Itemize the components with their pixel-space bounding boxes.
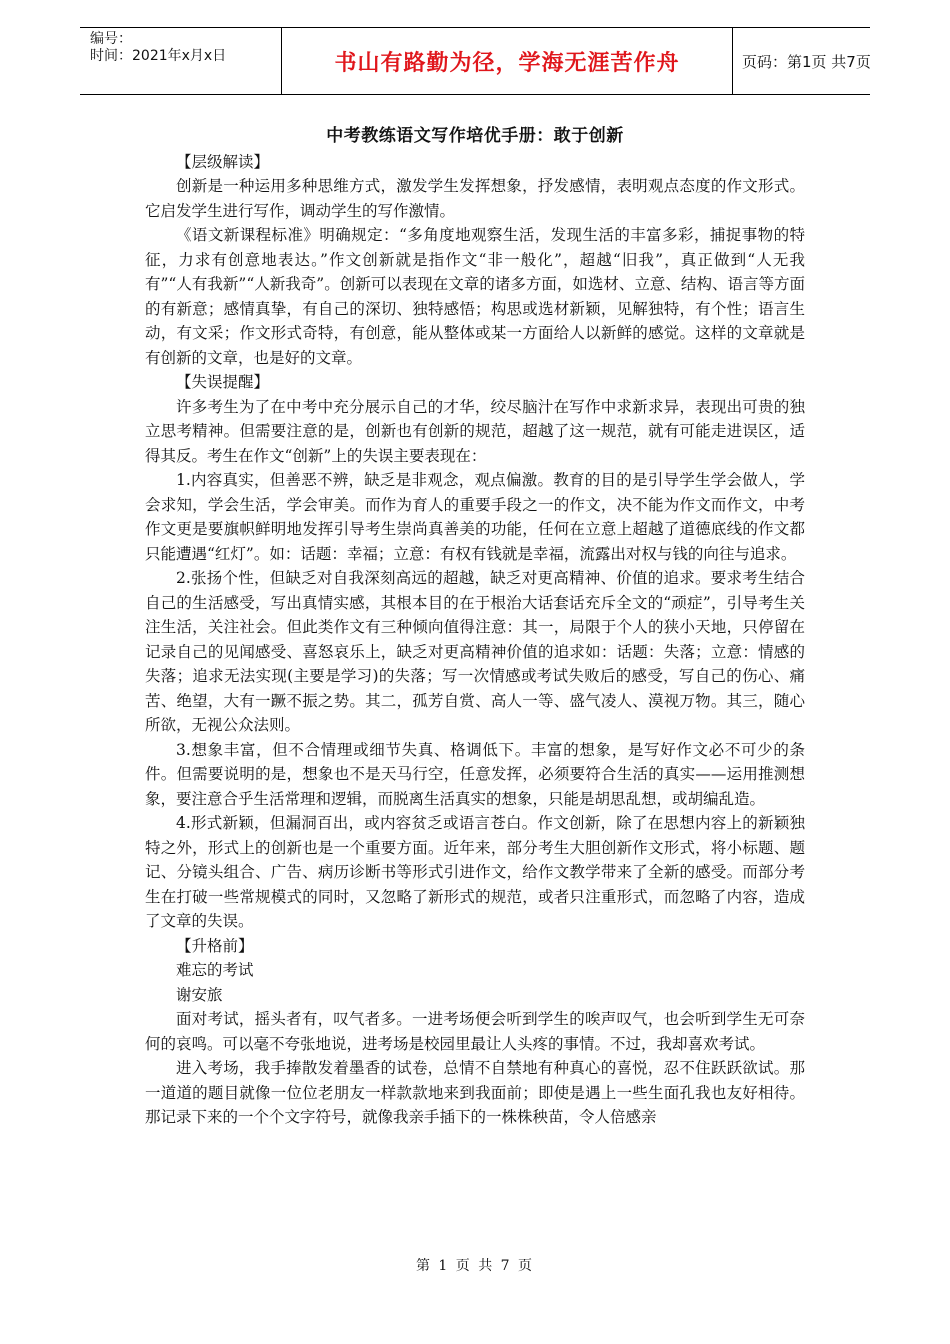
- header-motto: 书山有路勤为径，学海无涯苦作舟: [281, 28, 733, 94]
- paragraph: 1.内容真实，但善恶不辨，缺乏是非观念，观点偏激。教育的目的是引导学生学会做人，学会求知，学会生活，学会审美。而作为育人的重要手段之一的作文，决不能为作文而作文，中考作文更是要旗帜鲜明地发挥引导考生崇尚真善美的功能，任何在立意上超越了道德底线的作文都只能遭遇“红灯”。如：话题：幸福；立意：有权有钱就是幸福，流露出对权与钱的向往与追求。: [145, 471, 805, 563]
- essay-author: 谢安旅: [176, 985, 223, 1004]
- document-title: 中考教练语文写作培优手册：敢于创新: [326, 126, 624, 146]
- paragraph: 2.张扬个性，但缺乏对自我深刻高远的超越，缺乏对更高精神、价值的追求。要求考生结合自己的生活感受，写出真情实感，其根本目的在于根治大话套话充斥全文的“顽症”，引导考生关注生活，关注社会。但此类作文有三种倾向值得注意：其一，局限于个人的狭小天地，只停留在记录自己的见闻感受、喜怒哀乐上，缺乏对更高精神价值的追求如：话题：失落；立意：情感的失落；追求无法实现(主要是学习)的失落；写一次情感或考试失败后的感受，写自己的伤心、痛苦、绝望，大有一蹶不振之势。其二，孤芳自赏、高人一等、盛气凌人、漠视万物。其三，随心所欲，无视公众法则。: [145, 569, 805, 734]
- paragraph: 3.想象丰富，但不合情理或细节失真、格调低下。丰富的想象，是写好作文必不可少的条件。但需要说明的是，想象也不是天马行空，任意发挥，必须要符合生活的真实——运用推测想象，要注意合乎生活常理和逻辑，而脱离生活真实的想象，只能是胡思乱想，或胡编乱造。: [145, 740, 805, 808]
- section-heading-before-upgrade: 【升格前】: [176, 936, 254, 955]
- paragraph: 4.形式新颖，但漏洞百出，或内容贫乏或语言苍白。作文创新，除了在思想内容上的新颖独特之外，形式上的创新也是一个重要方面。近年来，部分考生大胆创新作文形式，将小标题、题记、分镜头组合、广告、病历诊断书等形式引进作文，给作文教学带来了全新的感受。而部分考生在打破一些常规模式的同时，又忽略了新形式的规范，或者只注重形式，而忽略了内容，造成了文章的失误。: [145, 814, 805, 930]
- essay-title: 难忘的考试: [176, 961, 254, 979]
- time-label: 时间：2021年x月x日: [90, 48, 227, 64]
- document-body: [145, 124, 805, 1130]
- paragraph: 进入考场，我手捧散发着墨香的试卷，总情不自禁地有种真心的喜悦，忍不住跃跃欲试。那一道道的题目就像一位位老朋友一样款款地来到我面前；即使是遇上一些生面孔我也友好相待。那记录下来的一个个文字符号，就像我亲手插下的一株株秧苗，令人倍感亲: [145, 1059, 805, 1126]
- paragraph: 创新是一种运用多种思维方式，激发学生发挥想象，抒发感情，表明观点态度的作文形式。它启发学生进行写作，调动学生的写作激情。: [145, 177, 805, 220]
- section-heading-level-reading: 【层级解读】: [176, 152, 270, 171]
- paragraph: 《语文新课程标准》明确规定：“多角度地观察生活，发现生活的丰富多彩，捕捉事物的特征，力求有创意地表达。”作文创新就是指作文“非一般化”，超越“旧我”，真正做到“人无我有”“人有我新”“人新我奇”。创新可以表现在文章的诸多方面，如选材、立意、结构、语言等方面的有新意；感情真挚，有自己的深切、独特感悟；构思或选材新颖，见解独特，有个性；语言生动，有文采；作文形式奇特，有创意，能从整体或某一方面给人以新鲜的感觉。这样的文章就是有创新的文章，也是好的文章。: [145, 226, 805, 367]
- header-meta: [80, 28, 280, 94]
- paragraph: 面对考试，摇头者有，叹气者多。一进考场便会听到学生的唉声叹气，也会听到学生无可奈何的哀鸣。可以毫不夸张地说，进考场是校园里最让人头疼的事情。不过，我却喜欢考试。: [145, 1010, 805, 1053]
- page-header: [80, 27, 870, 95]
- header-page-info: 页码：第1页 共7页: [742, 52, 871, 71]
- number-label: 编号：: [90, 31, 132, 47]
- page-footer: 第 1 页 共 7 页: [415, 1258, 535, 1274]
- section-heading-mistake-reminder: 【失误提醒】: [176, 373, 270, 391]
- paragraph: 许多考生为了在中考中充分展示自己的才华，绞尽脑汁在写作中求新求异，表现出可贵的独立思考精神。但需要注意的是，创新也有创新的规范，超越了这一规范，就有可能走进误区，适得其反。考生在作文“创新”上的失误主要表现在：: [145, 397, 805, 465]
